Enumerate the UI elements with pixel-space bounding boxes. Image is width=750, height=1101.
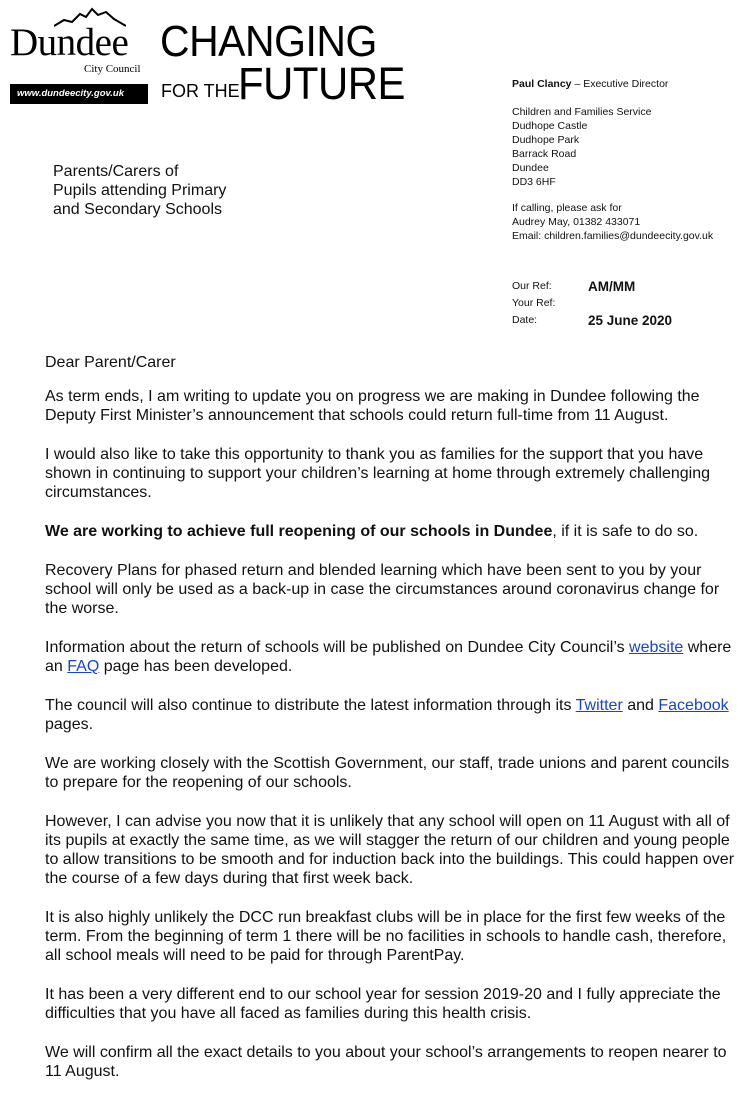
- logo-website-banner: www.dundeecity.gov.uk: [10, 84, 148, 104]
- paragraph-text: The council will also continue to distribute the latest information through its: [45, 697, 576, 714]
- salutation: Dear Parent/Carer: [45, 354, 176, 371]
- twitter-link[interactable]: Twitter: [575, 697, 623, 714]
- paragraph-text: where an: [45, 639, 732, 675]
- paragraph: Recovery Plans for phased return and blended learning which have been sent to you by your school will only be used as a back-up in case the circumstances around coronavirus change for the worse.: [45, 562, 720, 617]
- date-label: Date:: [512, 314, 538, 326]
- sender-block: [512, 77, 713, 243]
- facebook-link[interactable]: Facebook: [658, 697, 729, 714]
- your-ref-label: Your Ref:: [512, 297, 556, 309]
- recipient-line: Pupils attending Primary: [53, 182, 227, 199]
- website-link[interactable]: website: [629, 639, 684, 656]
- contact-line: If calling, please ask for: [512, 202, 622, 214]
- paragraph-text: pages.: [45, 716, 94, 733]
- logo-dundee-text: Dundee: [10, 21, 129, 64]
- sender-address-line: Barrack Road: [512, 148, 577, 160]
- faq-link[interactable]: FAQ: [67, 658, 100, 675]
- paragraph: As term ends, I am writing to update you on progress we are making in Dundee following the Deputy First Minister’s announcement that schools could return full-time from 11 August.: [45, 388, 700, 424]
- paragraph-text: page has been developed.: [99, 658, 293, 675]
- paragraph-text: , if it is safe to do so.: [552, 523, 699, 540]
- sender-name: Paul Clancy: [512, 78, 572, 90]
- sender-address-line: Dudhope Park: [512, 134, 580, 146]
- paragraph-text: and: [622, 697, 659, 714]
- dundee-city-council-logo: [10, 4, 156, 104]
- contact-email: Email: children.families@dundeecity.gov.uk: [512, 230, 714, 242]
- logo-city-council-text: City Council: [84, 63, 141, 75]
- recipient-line: and Secondary Schools: [53, 201, 222, 218]
- paragraph: We will confirm all the exact details to you about your school’s arrangements to reopen nearer to 11 August.: [45, 1044, 727, 1080]
- our-ref-value: AM/MM: [588, 279, 636, 294]
- paragraph-text: Information about the return of schools will be published on Dundee City Council’s: [45, 639, 630, 656]
- date-value: 25 June 2020: [588, 313, 673, 328]
- our-ref-label: Our Ref:: [512, 280, 552, 292]
- paragraph: I would also like to take this opportunity to thank you as families for the support that you have shown in continuing to support your children’s learning at home through extremely challenging circumstances.: [45, 446, 710, 501]
- sender-name-line: [512, 77, 713, 91]
- slogan-for-the: FOR THE: [161, 81, 240, 101]
- paragraph-social: [45, 696, 745, 734]
- paragraph-information: [45, 638, 745, 676]
- paragraph: It is also highly unlikely the DCC run breakfast clubs will be in place for the first few weeks of the term. From the beginning of term 1 there will be no facilities in schools to handle cash, therefore, all school meals will need to be paid for through ParentPay.: [45, 909, 727, 964]
- sender-address-line: Children and Families Service: [512, 106, 652, 118]
- paragraph-reopening: [45, 522, 745, 541]
- slogan-changing: CHANGING: [160, 17, 377, 66]
- sender-title: – Executive Director: [571, 78, 669, 90]
- letter-body: [45, 353, 745, 1101]
- paragraph: We are working closely with the Scottish Government, our staff, trade unions and parent councils to prepare for the reopening of our schools.: [45, 755, 730, 791]
- sender-address-line: DD3 6HF: [512, 176, 556, 188]
- paragraph: It has been a very different end to our school year for session 2019-20 and I fully appreciate the difficulties that you have all faced as families during this health crisis.: [45, 986, 721, 1022]
- paragraph: However, I can advise you now that it is unlikely that any school will open on 11 August with all of its pupils at exactly the same time, as we will stagger the return of our children and young people to allow transitions to be smooth and for induction back into the buildings. This could happen over the course of a few days during that first week back.: [45, 813, 735, 887]
- recipient-line: Parents/Carers of: [53, 163, 179, 180]
- sender-address-line: Dudhope Castle: [512, 120, 588, 132]
- bold-statement: We are working to achieve full reopening of our schools in Dundee: [45, 523, 553, 540]
- recipient-address: [53, 162, 226, 219]
- slogan-future: FUTURE: [238, 58, 405, 109]
- contact-line: Audrey May, 01382 433071: [512, 216, 641, 228]
- sender-address-line: Dundee: [512, 162, 549, 174]
